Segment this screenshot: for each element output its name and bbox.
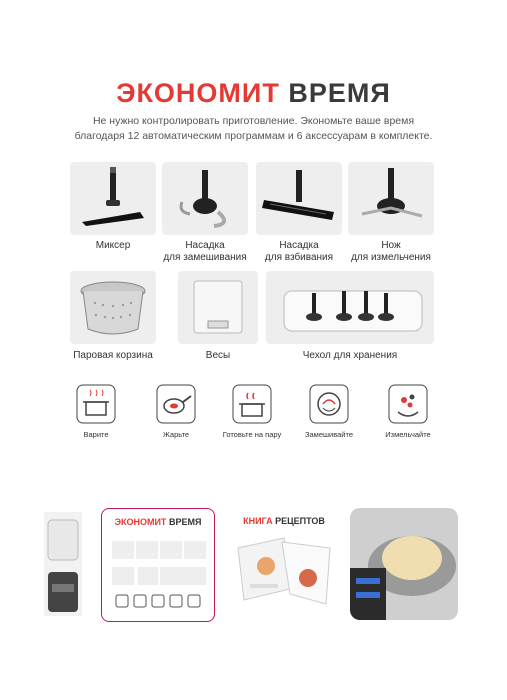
mixer-icon: [70, 162, 156, 235]
accessory-label-storage-case: [266, 350, 434, 362]
program-label-steam: Готовьте на пару: [222, 430, 282, 439]
mini-accessory-grid-icon: [102, 509, 214, 621]
pan-icon: [156, 384, 196, 424]
program-label-fry: Жарьте: [162, 430, 190, 439]
accessory-label-steam-basket-text: Паровая корзина: [73, 350, 153, 361]
accessory-label-mixer: [70, 240, 156, 252]
accessory-label-whisk-line2: для взбивания: [264, 252, 334, 263]
accessory-label-scale-text: Весы: [205, 350, 231, 361]
accessory-label-blade: [341, 240, 441, 264]
gallery-thumb-saves-time-title-accent: ЭКОНОМИТ: [114, 517, 167, 527]
gallery-thumb-saves-time[interactable]: [101, 508, 215, 622]
accessory-label-storage-case-text: Чехол для хранения: [302, 350, 398, 361]
accessory-card-whisk: [256, 162, 342, 235]
subtitle: [40, 114, 467, 144]
accessory-label-blade-line2: для измельчения: [351, 252, 431, 263]
subtitle-line-1: Не нужно контролировать приготовление. Экономьте ваше время: [92, 115, 415, 127]
appliance-icon: [44, 512, 82, 616]
accessory-label-mixer-text: Миксер: [95, 240, 131, 251]
accessory-card-steam-basket: [70, 271, 156, 344]
accessory-label-whisk-line1: Насадка: [279, 240, 319, 251]
recipe-book-icon: [234, 508, 334, 620]
gallery-thumb-appliance-side[interactable]: [44, 512, 82, 616]
accessory-card-mixer: [70, 162, 156, 235]
steam-pot-icon: [232, 384, 272, 424]
accessory-label-kneader: [155, 240, 255, 264]
gallery-thumb-recipe-book[interactable]: [234, 508, 334, 620]
headline-accent: ЭКОНОМИТ: [116, 78, 280, 108]
accessory-label-whisk: [249, 240, 349, 264]
pot-icon: [76, 384, 116, 424]
subtitle-line-2: благодаря 12 автоматическим программам и 6 аксессуарам в комплекте.: [74, 130, 433, 142]
gallery-thumb-recipe-book-title-rest: РЕЦЕПТОВ: [275, 516, 325, 526]
accessory-label-kneader-line2: для замешивания: [163, 252, 247, 263]
accessory-label-kneader-line1: Насадка: [185, 240, 225, 251]
program-label-boil: Варите: [83, 430, 109, 439]
gallery-thumb-saves-time-title-rest: ВРЕМЯ: [168, 517, 202, 527]
blade-icon: [348, 162, 434, 235]
accessory-label-steam-basket: [60, 350, 166, 362]
whisk-icon: [256, 162, 342, 235]
accessory-card-scale: [178, 271, 258, 344]
accessory-card-kneader: [162, 162, 248, 235]
storage-case-icon: [266, 271, 434, 344]
accessory-label-scale: [178, 350, 258, 362]
gallery-thumb-recipe-book-title-accent: КНИГА: [243, 516, 273, 526]
headline-rest: ВРЕМЯ: [288, 78, 391, 108]
knead-icon: [309, 384, 349, 424]
dough-in-bowl-icon: [350, 508, 458, 620]
program-label-chop: Измельчайте: [385, 430, 431, 439]
steam-basket-icon: [70, 271, 156, 344]
program-label-knead: Замешивайте: [304, 430, 354, 439]
accessory-label-blade-line1: Нож: [381, 240, 401, 251]
chop-icon: [388, 384, 428, 424]
scale-icon: [178, 271, 258, 344]
accessory-card-blade: [348, 162, 434, 235]
gallery-thumb-cooking-dough[interactable]: [350, 508, 458, 620]
accessory-card-storage-case: [266, 271, 434, 344]
kneader-icon: [162, 162, 248, 235]
headline: [0, 78, 507, 109]
